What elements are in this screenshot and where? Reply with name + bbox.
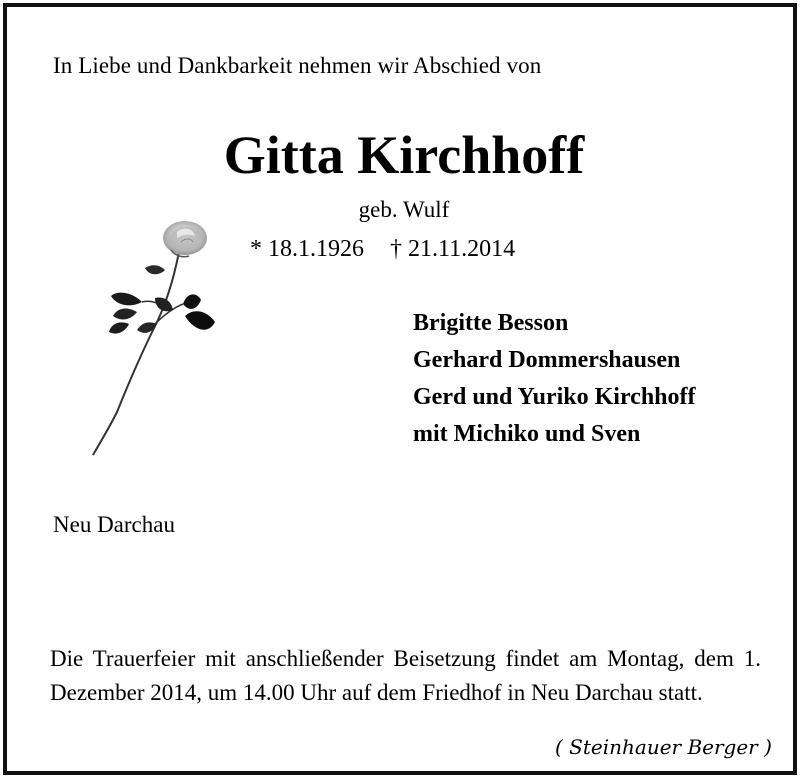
mourners-list	[413, 305, 696, 453]
mourner-name: mit Michiko und Sven	[413, 421, 641, 447]
life-dates	[250, 236, 515, 263]
mourner-name: Brigitte Besson	[413, 310, 569, 336]
maiden-name: geb. Wulf	[358, 197, 450, 222]
intro-text: In Liebe und Dankbarkeit nehmen wir Abschied von	[53, 53, 542, 78]
place-name: Neu Darchau	[53, 512, 175, 537]
funeral-notice-text: Die Trauerfeier mit anschließender Beisetzung findet am Montag, dem 1. Dezember 2014, um 14.00 Uhr auf dem Friedhof in Neu Darchau statt.	[50, 646, 761, 705]
undertaker-signature: ( Steinhauer Berger )	[555, 735, 772, 759]
funeral-notice	[50, 642, 761, 710]
deceased-name: Gitta Kirchhoff	[223, 125, 585, 185]
death-date: † 21.11.2014	[390, 236, 516, 262]
mourner-name: Gerhard Dommershausen	[413, 347, 681, 373]
rose-icon	[87, 212, 227, 457]
mourner-name: Gerd und Yuriko Kirchhoff	[413, 384, 696, 410]
obituary-frame	[3, 3, 797, 775]
birth-date: * 18.1.1926	[250, 236, 364, 262]
